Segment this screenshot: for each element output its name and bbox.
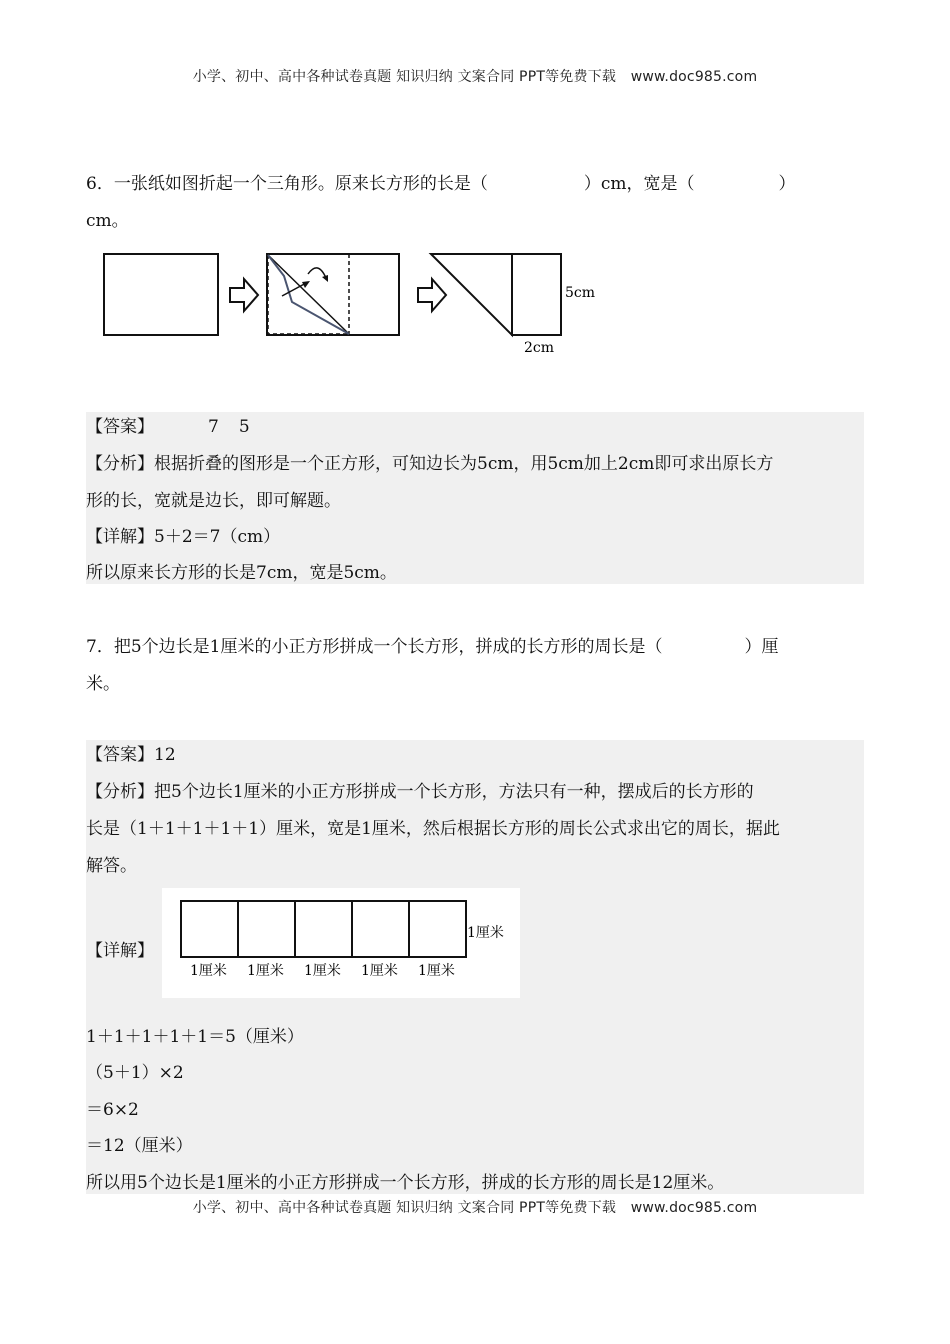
diagonal-line — [268, 255, 349, 334]
q7-analysis-line1 — [86, 781, 754, 803]
square-2-label: 1厘米 — [247, 963, 284, 979]
q7-calc-line1: 1＋1＋1＋1＋1＝5（厘米） — [86, 1027, 304, 1047]
page-footer — [0, 1197, 950, 1217]
analysis-text: 根据折叠的图形是一个正方形，可知边长为5cm，用5cm加上2cm即可求出原长方 — [154, 454, 774, 474]
square-3-label: 1厘米 — [304, 963, 341, 979]
q7-analysis-line3: 解答。 — [86, 856, 137, 876]
q6-analysis-line1 — [86, 453, 773, 475]
analysis-label: 【分析】 — [86, 782, 154, 802]
curved-arrow-icon — [308, 268, 326, 278]
q7-answer-line — [86, 744, 176, 766]
q6-text-a: 6．一张纸如图折起一个三角形。原来长方形的长是（ — [86, 174, 488, 194]
q6-question-line1 — [86, 173, 795, 195]
q7-detail-label: 【详解】 — [86, 941, 154, 961]
q6-text-b: ）cm，宽是（ — [583, 174, 695, 194]
footer-text: 小学、初中、高中各种试卷真题 知识归纳 文案合同 PPT等免费下载 — [192, 1200, 617, 1216]
square-5-label: 1厘米 — [418, 963, 455, 979]
q6-text-c: ） — [778, 174, 796, 194]
answer-width: 5 — [238, 417, 250, 437]
detail-label: 【详解】 — [86, 527, 154, 547]
square-4-label: 1厘米 — [361, 963, 398, 979]
curved-arrowhead — [322, 275, 328, 282]
label-5cm: 5cm — [565, 285, 596, 301]
q6-detail-line1 — [86, 526, 280, 548]
label-2cm: 2cm — [524, 340, 555, 356]
q7-question-line1 — [86, 636, 778, 658]
q6-analysis-line2: 形的长，宽就是边长，即可解题。 — [86, 491, 341, 511]
q7-squares-figure — [162, 888, 520, 998]
q7-calc-line2: （5＋1）×2 — [86, 1063, 184, 1083]
q6-detail-line2: 所以原来长方形的长是7cm，宽是5cm。 — [86, 563, 397, 583]
q7-calc-line3: ＝6×2 — [86, 1100, 139, 1120]
q7-analysis-line2: 长是（1＋1＋1＋1＋1）厘米，宽是1厘米，然后根据长方形的周长公式求出它的周长，据此 — [86, 819, 780, 839]
answer-length: 7 — [208, 417, 219, 437]
q7-text-a: 7．把5个边长是1厘米的小正方形拼成一个长方形，拼成的长方形的周长是（ — [86, 637, 663, 657]
page-header — [0, 66, 950, 86]
q6-fold-figure — [96, 244, 616, 364]
result-rectangle — [512, 254, 561, 335]
q6-answer-line — [86, 416, 250, 438]
original-rectangle — [104, 254, 218, 335]
analysis-text: 把5个边长1厘米的小正方形拼成一个长方形，方法只有一种，摆成后的长方形的 — [154, 782, 754, 802]
arrow-icon — [418, 279, 446, 311]
footer-url[interactable]: www.doc985.com — [630, 1200, 758, 1216]
q7-conclusion: 所以用5个边长是1厘米的小正方形拼成一个长方形，拼成的长方形的周长是12厘米。 — [86, 1173, 725, 1193]
side-label: 1厘米 — [467, 925, 504, 941]
answer-value: 12 — [154, 745, 176, 765]
header-url[interactable]: www.doc985.com — [630, 69, 758, 85]
detail-text: 5＋2＝7（cm） — [154, 527, 281, 547]
answer-label: 【答案】 — [86, 745, 154, 765]
header-text: 小学、初中、高中各种试卷真题 知识归纳 文案合同 PPT等免费下载 — [192, 69, 617, 85]
q7-question-line2: 米。 — [86, 674, 120, 694]
result-triangle — [431, 254, 512, 335]
q6-question-line2: cm。 — [86, 211, 129, 231]
analysis-label: 【分析】 — [86, 454, 154, 474]
folding-rectangle — [267, 254, 399, 335]
arrow-icon — [230, 279, 258, 311]
answer-label: 【答案】 — [86, 417, 154, 437]
q7-calc-line4: ＝12（厘米） — [86, 1136, 193, 1156]
square-1-label: 1厘米 — [190, 963, 227, 979]
q7-text-b: ）厘 — [744, 637, 779, 657]
